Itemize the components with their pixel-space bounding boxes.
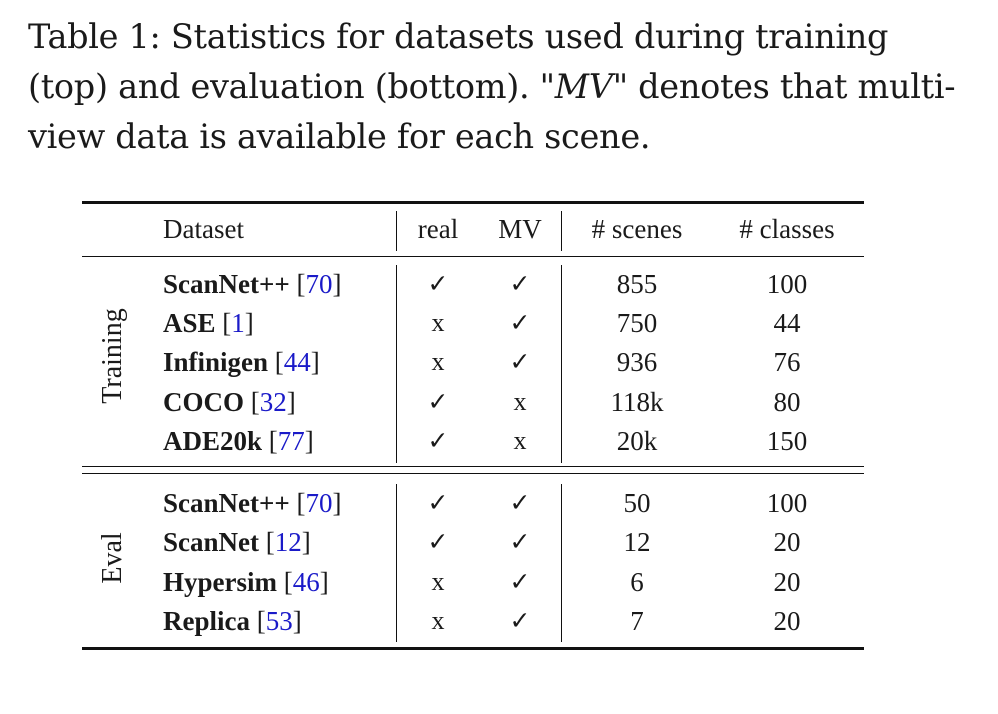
citation-bracket: ]	[319, 567, 329, 597]
citation-bracket: [	[259, 527, 275, 557]
citation-bracket: ]	[304, 426, 314, 456]
real-check-icon: ✓	[427, 426, 449, 455]
classes-count: 20	[773, 567, 801, 597]
classes-count: 100	[766, 488, 808, 518]
dataset-name: ScanNet++	[163, 488, 290, 518]
scenes-count: 936	[616, 347, 658, 377]
citation-bracket: [	[268, 347, 284, 377]
scenes-count: 12	[623, 527, 651, 557]
real-cross-icon: x	[431, 308, 445, 337]
header-mv: MV	[498, 214, 542, 244]
classes-count: 100	[766, 269, 808, 299]
classes-count: 20	[773, 606, 801, 636]
citation-bracket: [	[289, 269, 306, 299]
mv-check-icon: ✓	[509, 527, 531, 556]
dataset-name-cell	[163, 525, 311, 559]
dataset-name-cell	[163, 424, 314, 458]
citation-bracket: ]	[301, 527, 311, 557]
citation-link[interactable]: 12	[274, 527, 302, 557]
citation-link[interactable]: 44	[283, 347, 311, 377]
group-label-training: Training	[97, 308, 128, 404]
scenes-count: 20k	[616, 426, 658, 456]
citation-link[interactable]: 70	[305, 269, 333, 299]
caption-text: Table 1: Statistics for datasets used during training (top) and evaluation (bottom). "	[28, 17, 889, 106]
scenes-count: 118k	[610, 387, 664, 417]
dataset-name: ADE20k	[163, 426, 263, 456]
classes-count: 76	[773, 347, 801, 377]
header-classes: # classes	[739, 214, 835, 244]
citation-bracket: ]	[244, 308, 254, 338]
dataset-name-cell	[163, 345, 320, 379]
dataset-name-cell	[163, 486, 342, 520]
scenes-count: 50	[623, 488, 651, 518]
citation-link[interactable]: 46	[292, 567, 320, 597]
header-dataset: Dataset	[163, 214, 244, 244]
scenes-count: 6	[630, 567, 644, 597]
real-cross-icon: x	[431, 606, 445, 635]
header-scenes: # scenes	[591, 214, 683, 244]
header-rule	[82, 256, 864, 257]
citation-bracket: [	[277, 567, 293, 597]
table-caption	[28, 12, 968, 162]
scenes-count: 855	[616, 269, 658, 299]
classes-count: 80	[773, 387, 801, 417]
scenes-count: 7	[630, 606, 644, 636]
eval-separator-right	[561, 484, 562, 642]
mv-check-icon: ✓	[509, 567, 531, 596]
dataset-name-cell	[163, 385, 296, 419]
header-separator-left	[396, 211, 397, 251]
citation-bracket: ]	[286, 387, 296, 417]
real-check-icon: ✓	[427, 269, 449, 298]
mv-check-icon: ✓	[509, 488, 531, 517]
bottom-rule	[82, 647, 864, 650]
header-real: real	[417, 214, 459, 244]
real-check-icon: ✓	[427, 527, 449, 556]
header-separator-right	[561, 211, 562, 251]
dataset-name: ScanNet	[163, 527, 259, 557]
training-separator-right	[561, 265, 562, 463]
dataset-name-cell	[163, 604, 302, 638]
classes-count: 20	[773, 527, 801, 557]
classes-count: 44	[773, 308, 801, 338]
real-cross-icon: x	[431, 347, 445, 376]
citation-link[interactable]: 77	[277, 426, 305, 456]
dataset-name-cell	[163, 267, 342, 301]
mv-check-icon: ✓	[509, 347, 531, 376]
mv-cross-icon: x	[513, 426, 527, 455]
dataset-name-cell	[163, 565, 329, 599]
citation-bracket: ]	[292, 606, 302, 636]
mv-check-icon: ✓	[509, 269, 531, 298]
citation-bracket: ]	[332, 269, 342, 299]
training-separator-left	[396, 265, 397, 463]
real-check-icon: ✓	[427, 488, 449, 517]
section-rule-lower	[82, 473, 864, 474]
dataset-name: ASE	[163, 308, 216, 338]
citation-link[interactable]: 32	[259, 387, 287, 417]
mv-check-icon: ✓	[509, 606, 531, 635]
dataset-name: ScanNet++	[163, 269, 290, 299]
real-cross-icon: x	[431, 567, 445, 596]
dataset-name: Replica	[163, 606, 250, 636]
citation-link[interactable]: 1	[231, 308, 245, 338]
section-rule-upper	[82, 466, 864, 467]
citation-bracket: [	[250, 606, 266, 636]
citation-link[interactable]: 70	[305, 488, 333, 518]
citation-bracket: ]	[332, 488, 342, 518]
dataset-name: COCO	[163, 387, 244, 417]
real-check-icon: ✓	[427, 387, 449, 416]
eval-separator-left	[396, 484, 397, 642]
caption-mv-term: MV	[554, 67, 613, 106]
classes-count: 150	[766, 426, 808, 456]
citation-bracket: [	[215, 308, 232, 338]
mv-check-icon: ✓	[509, 308, 531, 337]
top-rule	[82, 201, 864, 204]
group-label-eval: Eval	[97, 532, 128, 584]
citation-bracket: [	[244, 387, 260, 417]
scenes-count: 750	[616, 308, 658, 338]
mv-cross-icon: x	[513, 387, 527, 416]
citation-bracket: ]	[310, 347, 320, 377]
citation-bracket: [	[262, 426, 278, 456]
dataset-name-cell	[163, 306, 254, 340]
citation-bracket: [	[289, 488, 306, 518]
dataset-name: Hypersim	[163, 567, 277, 597]
dataset-name: Infinigen	[163, 347, 269, 377]
caption-text-end: " denotes that multi-view data is available for each scene.	[28, 67, 956, 156]
citation-link[interactable]: 53	[265, 606, 293, 636]
